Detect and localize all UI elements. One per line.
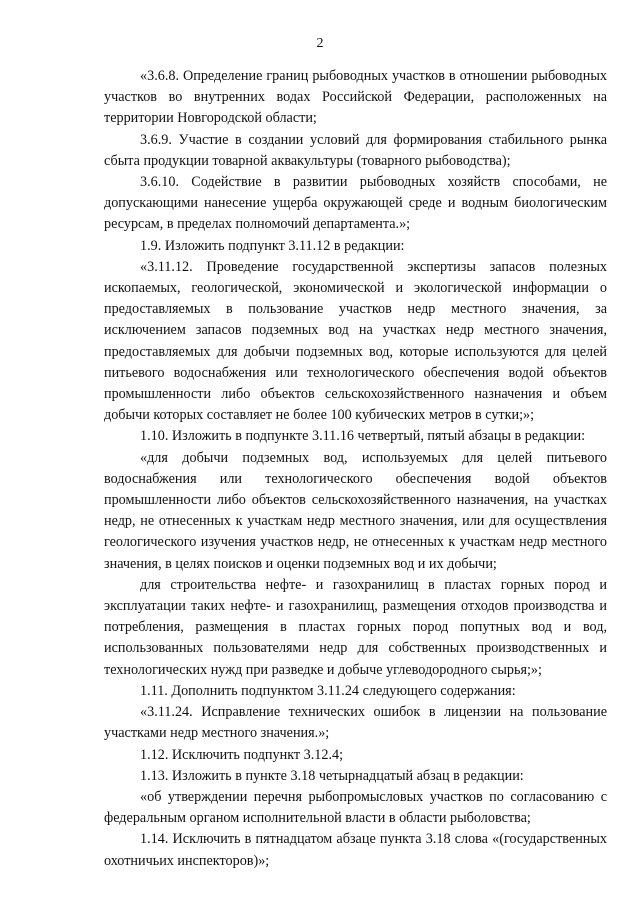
paragraph-3-11-24: «3.11.24. Исправление технических ошибок в лицензии на пользование участками недр местного значения.»;	[104, 704, 607, 742]
page-number: 2	[316, 36, 324, 51]
paragraph-1-11: 1.11. Дополнить подпунктом 3.11.24 следующего содержания:	[140, 682, 516, 699]
paragraph-1-14: 1.14. Исключить в пятнадцатом абзаце пункта 3.18 слова «(государственных охотничьих инспекторов)»;	[104, 831, 607, 869]
paragraph-1-13: 1.13. Изложить в пункте 3.18 четырнадцатый абзац в редакции:	[140, 767, 524, 784]
paragraph-1-10: 1.10. Изложить в подпункте 3.11.16 четвертый, пятый абзацы в редакции:	[140, 428, 586, 445]
paragraph-groundwater: «для добычи подземных вод, используемых для целей питьевого водоснабжения или технологического обеспечения водой объектов промышленности либо объектов сельскохозяйственного назначения, на участках недр, не отнесенных к участкам недр местного значения, или для осуществления геологического изучения участков недр, не отнесенных к участкам недр местного значения, в целях поисков и оценки подземных вод и их добычи;	[104, 449, 607, 572]
paragraph-3-6-10: 3.6.10. Содействие в развитии рыбоводных хозяйств способами, не допускающими нанесение ущерба окружающей среде и водным биологическим ресурсам, в пределах полномочий департамента.»;	[104, 174, 607, 233]
paragraph-3-6-8: «3.6.8. Определение границ рыбоводных участков в отношении рыбоводных участков во внутренних водах Российской Федерации, расположенных на территории Новгородской области;	[104, 68, 607, 127]
paragraph-3-11-12: «3.11.12. Проведение государственной экспертизы запасов полезных ископаемых, геологической, экономической и экологической информации о предоставляемых в пользование участков недр местного значения, за исключением запасов подземных вод на участках недр местного значения, предоставляемых для добычи подземных вод, которые используются для целей питьевого водоснабжения или технологического обеспечения водой объектов промышленности либо объектов сельскохозяйственного назначения и объем добычи которых составляет не более 100 кубических метров в сутки;»;	[104, 258, 607, 424]
paragraph-storage: для строительства нефте- и газохранилищ в пластах горных пород и эксплуатации таких нефте- и газохранилищ, размещения отходов производства и потребления, размещения в пластах горных пород попутных вод и вод, использованных пользователями недр для собственных производственных и технологических нужд при разведке и добыче углеводородного сырья;»;	[104, 576, 607, 678]
paragraph-3-6-9: 3.6.9. Участие в создании условий для формирования стабильного рынка сбыта продукции товарной аквакультуры (товарного рыбоводства);	[104, 131, 607, 169]
paragraph-fishing-list: «об утверждении перечня рыбопромысловых участков по согласованию с федеральным органом исполнительной власти в области рыболовства;	[104, 788, 607, 827]
paragraph-1-12: 1.12. Исключить подпункт 3.12.4;	[140, 746, 344, 763]
document-body	[104, 66, 607, 872]
paragraph-1-9: 1.9. Изложить подпункт 3.11.12 в редакции:	[140, 237, 405, 254]
